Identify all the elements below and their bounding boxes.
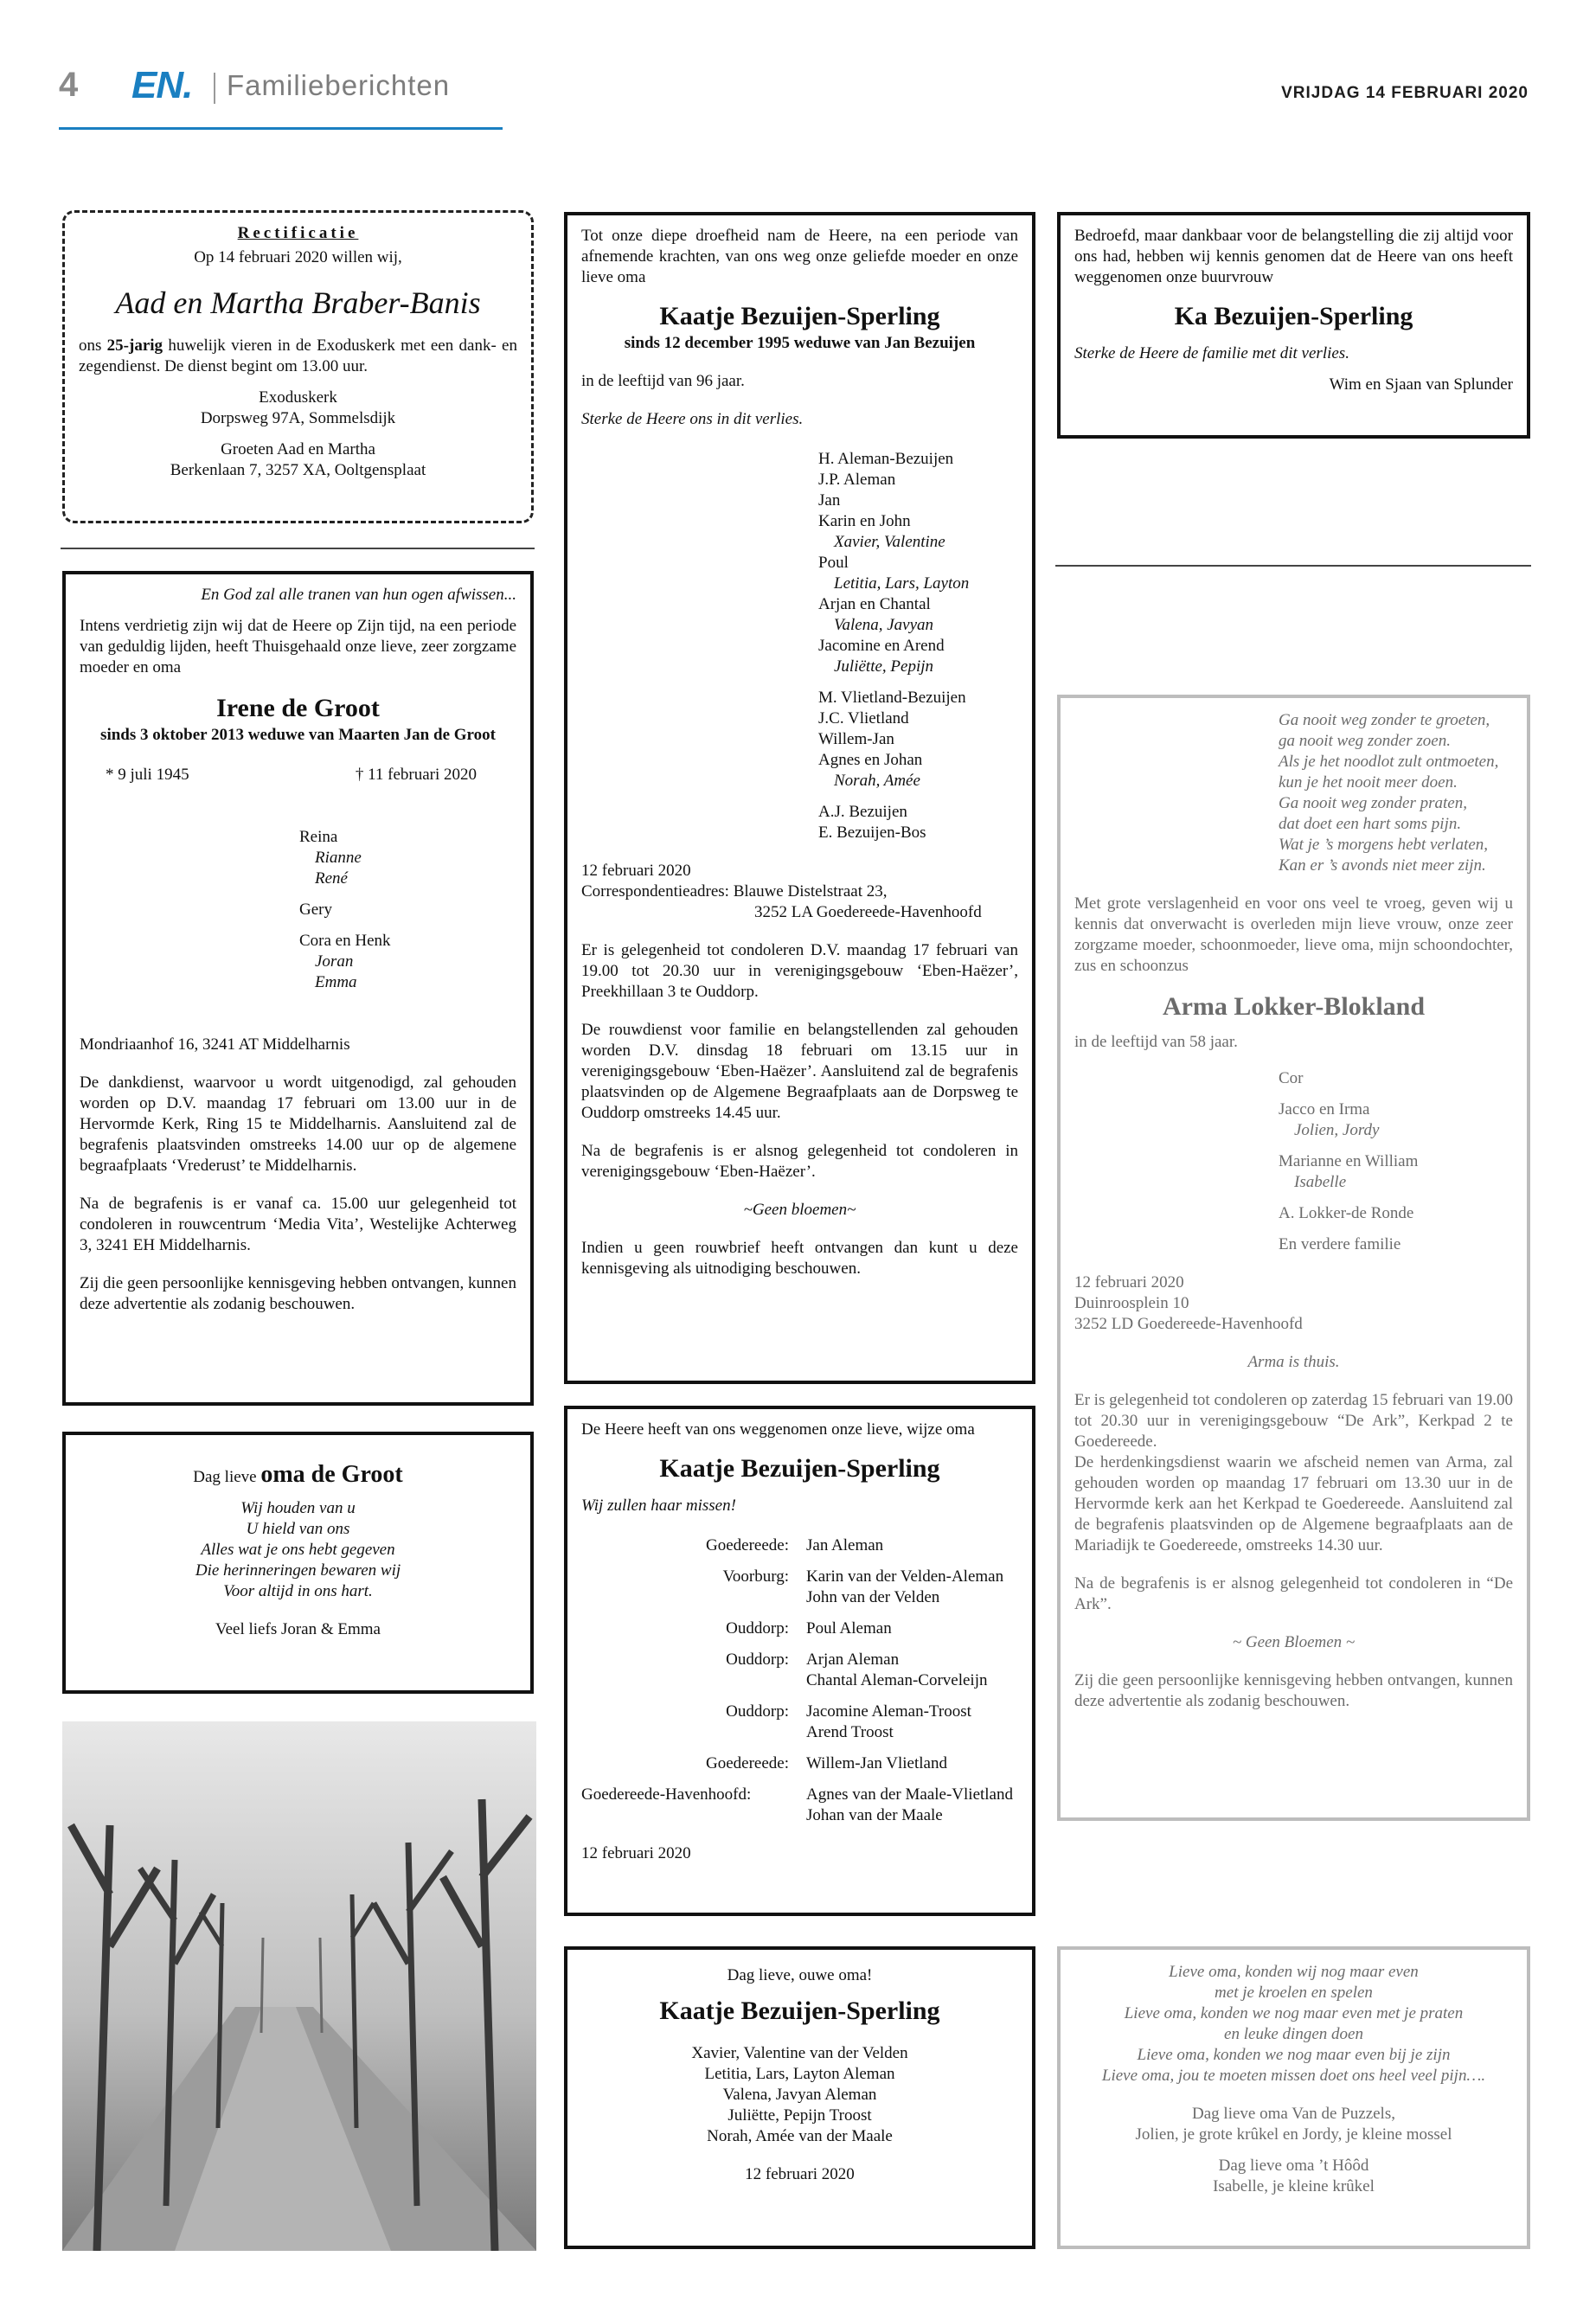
family-member: Cor: [1279, 1069, 1304, 1087]
church-name: Exoduskerk: [259, 388, 337, 407]
kaatje3-lead: Dag lieve, ouwe oma!: [727, 1966, 873, 1984]
en-logo: EN.: [131, 64, 193, 106]
greeting-address: Berkenlaan 7, 3257 XA, Ooltgensplaat: [170, 461, 426, 479]
arma-intro: Met grote verslagenheid en voor ons veel te vroeg, geven wij u kennis dat onverwacht is overleden mijn lieve vrouw, onze zeer zorgzame moeder, schoonmoeder, lieve oma, mijn schoondochter, zus en schoonzus: [1074, 894, 1513, 975]
family-member: Isabelle: [1294, 1173, 1347, 1191]
family-row: Goedereede: Willem-Jan Vlietland: [706, 1754, 947, 1772]
arma-name: Arma Lokker-Blokland: [1162, 992, 1426, 1021]
greeting-line: Dag lieve oma Van de Puzzels,: [1192, 2105, 1395, 2123]
kaatje2-name: Kaatje Bezuijen-Sperling: [659, 1454, 940, 1483]
header-separator: [214, 73, 215, 104]
kaatje-bezuijen-sperling-notice: [564, 212, 1035, 1384]
poem-line: ga nooit weg zonder zoen.: [1279, 732, 1451, 750]
family-member: J.P. Aleman: [818, 471, 896, 489]
irene-condolence-info: Na de begrafenis is er vanaf ca. 15.00 uur gelegenheid tot condoleren in rouwcentrum ‘Media Vita’, Westelijke Achterweg 3, 3241 EH Middelharnis.: [80, 1195, 516, 1254]
kaatje-intro: Tot onze diepe droefheid nam de Heere, na een periode van afnemende krachten, van ons weg onze geliefde moeder en onze lieve oma: [581, 227, 1018, 286]
grandchild-line: Juliëtte, Pepijn Troost: [727, 2106, 872, 2125]
kaatje-widow-line: sinds 12 december 1995 weduwe van Jan Bezuijen: [624, 334, 976, 352]
poem-line: U hield van ons: [246, 1520, 350, 1538]
irene-name: Irene de Groot: [216, 694, 380, 722]
family-member: Gery: [299, 901, 332, 919]
poem-line: met je kroelen en spelen: [1215, 1984, 1373, 2002]
family-member: Reina: [299, 828, 338, 846]
ka-bezuijen-notice: [1057, 212, 1530, 439]
family-member: J.C. Vlietland: [818, 709, 909, 727]
header-rule: [59, 127, 503, 130]
family-member: Joran: [315, 952, 354, 971]
kaatje2-motto: Wij zullen haar missen!: [581, 1497, 736, 1515]
column-divider: [1055, 565, 1531, 567]
poem-line: Die herinneringen bewaren wij: [195, 1561, 401, 1580]
greeting-line: Dag lieve oma ’t Hôôd: [1218, 2157, 1369, 2175]
arma-after-info: Na de begrafenis is er alsnog gelegenheid tot condoleren in “De Ark”.: [1074, 1574, 1513, 1613]
poem-line: Lieve oma, konden we nog maar even met je praten: [1124, 2004, 1464, 2022]
rectificatie-date-line: Op 14 februari 2020 willen wij,: [194, 248, 402, 266]
family-row: Goedereede-Havenhoofd: Agnes van der Maale-Vlietland Johan van der Maale: [581, 1785, 1013, 1824]
grandchild-line: Xavier, Valentine van der Velden: [691, 2044, 908, 2062]
family-member: Norah, Amée: [834, 772, 920, 790]
ka-motto: Sterke de Heere de familie met dit verlies.: [1074, 344, 1349, 362]
family-row: Goedereede: Jan Aleman: [706, 1536, 884, 1554]
poem-line: Alles wat je ons hebt gegeven: [201, 1541, 395, 1559]
family-member: En verdere familie: [1279, 1235, 1401, 1253]
oma-de-groot-notice: [62, 1432, 534, 1694]
kaatje-date: 12 februari 2020: [581, 862, 691, 880]
family-member: Juliëtte, Pepijn: [834, 657, 934, 676]
poem-line: Kan er ’s avonds niet meer zijn.: [1279, 856, 1486, 875]
kaatje-no-flowers: ~Geen bloemen~: [743, 1201, 856, 1219]
irene-de-groot-notice: [62, 571, 534, 1406]
arma-home: Arma is thuis.: [1247, 1353, 1340, 1371]
family-member: M. Vlietland-Bezuijen: [818, 689, 966, 707]
issue-date: VRIJDAG 14 FEBRUARI 2020: [1281, 84, 1529, 102]
arma-closing: Zij die geen persoonlijke kennisgeving hebben ontvangen, kunnen deze advertentie als zodanig beschouwen.: [1074, 1671, 1513, 1710]
ka-name: Ka Bezuijen-Sperling: [1174, 302, 1413, 330]
kaatje-age: in de leeftijd van 96 jaar.: [581, 372, 745, 390]
poem-line: Lieve oma, jou te moeten missen doet ons heel veel pijn….: [1101, 2067, 1486, 2085]
poem-line: Lieve oma, konden we nog maar even bij je zijn: [1137, 2046, 1451, 2064]
arma-city: 3252 LD Goedereede-Havenhoofd: [1074, 1315, 1303, 1333]
grandchild-line: Letitia, Lars, Layton Aleman: [704, 2065, 895, 2083]
family-row: Ouddorp: Arjan Aleman Chantal Aleman-Corveleijn: [726, 1650, 988, 1689]
irene-closing: Zij die geen persoonlijke kennisgeving hebben ontvangen, kunnen deze advertentie als zodanig beschouwen.: [80, 1274, 516, 1313]
family-member: Willem-Jan: [818, 730, 894, 748]
grandchild-line: Valena, Javyan Aleman: [722, 2086, 877, 2104]
irene-death-date: † 11 februari 2020: [355, 766, 477, 784]
rectificatie-body: ons 25-jarig huwelijk vieren in de Exoduskerk met een dank- en zegendienst. De dienst begint om 13.00 uur.: [79, 336, 517, 375]
irene-birth-date: * 9 juli 1945: [106, 766, 189, 784]
arma-address: Duinroosplein 10: [1074, 1294, 1189, 1312]
section-title: Familieberichten: [227, 69, 451, 101]
kaatje-closing: Indien u geen rouwbrief heeft ontvangen dan kunt u deze kennisgeving als uitnodiging beschouwen.: [581, 1239, 1018, 1278]
family-member: Emma: [315, 973, 357, 991]
family-member: René: [315, 869, 348, 888]
forest-path-photo: [62, 1721, 536, 2251]
lieve-oma-notice: [1057, 1946, 1530, 2249]
poem-line: en leuke dingen doen: [1224, 2025, 1363, 2043]
arma-age: in de leeftijd van 58 jaar.: [1074, 1033, 1238, 1051]
family-row: Voorburg: Karin van der Velden-Aleman John van der Velden: [722, 1567, 1004, 1606]
rectificatie-notice: [62, 210, 534, 523]
arma-no-flowers: ~ Geen Bloemen ~: [1232, 1633, 1356, 1651]
couple-names: Aad en Martha Braber-Banis: [115, 285, 481, 320]
irene-address: Mondriaanhof 16, 3241 AT Middelharnis: [80, 1035, 350, 1054]
greeting-line: Jolien, je grote krûkel en Jordy, je kleine mossel: [1135, 2125, 1452, 2144]
family-member: Karin en John: [818, 512, 911, 530]
kaatje2-date: 12 februari 2020: [581, 1844, 691, 1862]
family-member: Poul: [818, 554, 849, 572]
arma-date: 12 februari 2020: [1074, 1273, 1184, 1292]
kaatje-condolence-info: Er is gelegenheid tot condoleren D.V. maandag 17 februari van 19.00 tot 20.30 uur in verenigingsgebouw ‘Eben-Haëzer’, Preekhillaan 3 te Ouddorp.: [581, 941, 1018, 1001]
family-row: Ouddorp: Poul Aleman: [726, 1619, 892, 1638]
family-member: Marianne en William: [1279, 1152, 1419, 1170]
family-member: Rianne: [315, 849, 362, 867]
oma-de-groot-signature: Veel liefs Joran & Emma: [215, 1620, 381, 1638]
kaatje-correspondence-city: 3252 LA Goedereede-Havenhoofd: [754, 903, 982, 921]
poem-line: Wat je ’s morgens hebt verlaten,: [1279, 836, 1489, 854]
poem-line: Als je het noodlot zult ontmoeten,: [1279, 753, 1499, 771]
ka-signature: Wim en Sjaan van Splunder: [1329, 375, 1513, 394]
kaatje-after-info: Na de begrafenis is er alsnog gelegenheid tot condoleren in verenigingsgebouw ‘Eben-Haëzer’.: [581, 1142, 1018, 1181]
family-row: Ouddorp: Jacomine Aleman-Troost Arend Troost: [726, 1702, 971, 1741]
family-member: H. Aleman-Bezuijen: [818, 450, 954, 468]
family-member: Cora en Henk: [299, 932, 391, 950]
arma-lokker-notice: [1057, 695, 1530, 1821]
kaatje-correspondence: Correspondentieadres: Blauwe Distelstraat 23,: [581, 882, 888, 901]
family-member: Jacomine en Arend: [818, 637, 945, 655]
poem-line: kun je het nooit meer doen.: [1279, 773, 1458, 792]
irene-motto: En God zal alle tranen van hun ogen afwissen...: [201, 586, 516, 604]
kaatje-motto: Sterke de Heere ons in dit verlies.: [581, 410, 804, 428]
poem-line: Ga nooit weg zonder te groeten,: [1279, 711, 1490, 729]
greeting-line: Isabelle, je kleine krûkel: [1213, 2177, 1375, 2195]
page-number: 4: [59, 66, 79, 104]
kaatje-grandchildren-notice: [564, 1406, 1035, 1916]
irene-intro: Intens verdrietig zijn wij dat de Heere op Zijn tijd, na een periode van geduldig lijden, heeft Thuisgehaald onze lieve, zeer zorgzame moeder en oma: [80, 617, 516, 676]
family-member: A. Lokker-de Ronde: [1279, 1204, 1414, 1222]
irene-widow-line: sinds 3 oktober 2013 weduwe van Maarten Jan de Groot: [100, 726, 496, 744]
ka-intro: Bedroefd, maar dankbaar voor de belangstelling die zij altijd voor ons had, hebben wij kennis genomen dat de Heere van ons heeft weggenomen onze buurvrouw: [1074, 227, 1513, 286]
kaatje2-intro: De Heere heeft van ons weggenomen onze lieve, wijze oma: [581, 1420, 975, 1439]
arma-service-info: De herdenkingsdienst waarin we afscheid nemen van Arma, zal gehouden worden op maandag 17 februari om 13.30 uur in de Hervormde kerk aan het Kerkpad te Goedereede. Aansluitend zal de begrafenis plaatsvinden op de Algemene begraafplaats aan de Mariadijk te Goedereede, omstreeks 14.30 uur.: [1074, 1453, 1513, 1554]
church-address: Dorpsweg 97A, Sommelsdijk: [200, 409, 396, 427]
rectificatie-title: Rectificatie: [237, 224, 359, 242]
family-member: A.J. Bezuijen: [818, 803, 907, 821]
kaatje-service-info: De rouwdienst voor familie en belangstellenden zal gehouden worden D.V. dinsdag 18 februari om 13.15 uur in verenigingsgebouw ‘Eben-Haëzer’. Aansluitend zal de begrafenis plaatsvinden op de Algemene Begraafplaats aan de Dorpsweg te Ouddorp omstreeks 14.45 uur.: [581, 1021, 1018, 1122]
arma-condolence-info: Er is gelegenheid tot condoleren op zaterdag 15 februari van 19.00 tot 20.30 uur in verenigingsgebouw “De Ark”, Kerkpad 2 te Goedereede.: [1074, 1391, 1514, 1451]
family-member: Agnes en Johan: [818, 751, 923, 769]
family-member: E. Bezuijen-Bos: [818, 824, 926, 842]
family-member: Letitia, Lars, Layton: [834, 574, 970, 593]
poem-line: Lieve oma, konden wij nog maar even: [1169, 1963, 1419, 1981]
family-member: Valena, Javyan: [834, 616, 934, 634]
oma-de-groot-heading: Dag lieve oma de Groot: [193, 1461, 403, 1488]
poem-line: Ga nooit weg zonder praten,: [1279, 794, 1467, 812]
grandchild-line: Norah, Amée van der Maale: [707, 2127, 893, 2145]
irene-service-info: De dankdienst, waarvoor u wordt uitgenodigd, zal gehouden worden op D.V. maandag 17 februari om 13.00 uur in de Hervormde Kerk, Ring 15 te Middelharnis. Aansluitend zal de begrafenis plaatsvinden omstreeks 14.00 uur op de algemene begraafplaats ‘Vrederust’ te Middelharnis.: [80, 1074, 516, 1175]
kaatje3-date: 12 februari 2020: [745, 2165, 855, 2183]
family-member: Jan: [818, 491, 841, 510]
kaatje-name: Kaatje Bezuijen-Sperling: [659, 302, 940, 330]
poem-line: dat doet een hart soms pijn.: [1279, 815, 1462, 833]
family-member: Arjan en Chantal: [818, 595, 931, 613]
column-divider: [61, 548, 535, 549]
dag-lieve-ouwe-oma-notice: [564, 1946, 1035, 2249]
family-member: Jolien, Jordy: [1294, 1121, 1380, 1139]
poem-line: Wij houden van u: [240, 1499, 356, 1517]
family-member: Xavier, Valentine: [834, 533, 945, 551]
poem-line: Voor altijd in ons hart.: [223, 1582, 373, 1600]
kaatje3-name: Kaatje Bezuijen-Sperling: [659, 1997, 940, 2025]
greeting: Groeten Aad en Martha: [221, 440, 375, 458]
family-member: Jacco en Irma: [1279, 1100, 1370, 1118]
